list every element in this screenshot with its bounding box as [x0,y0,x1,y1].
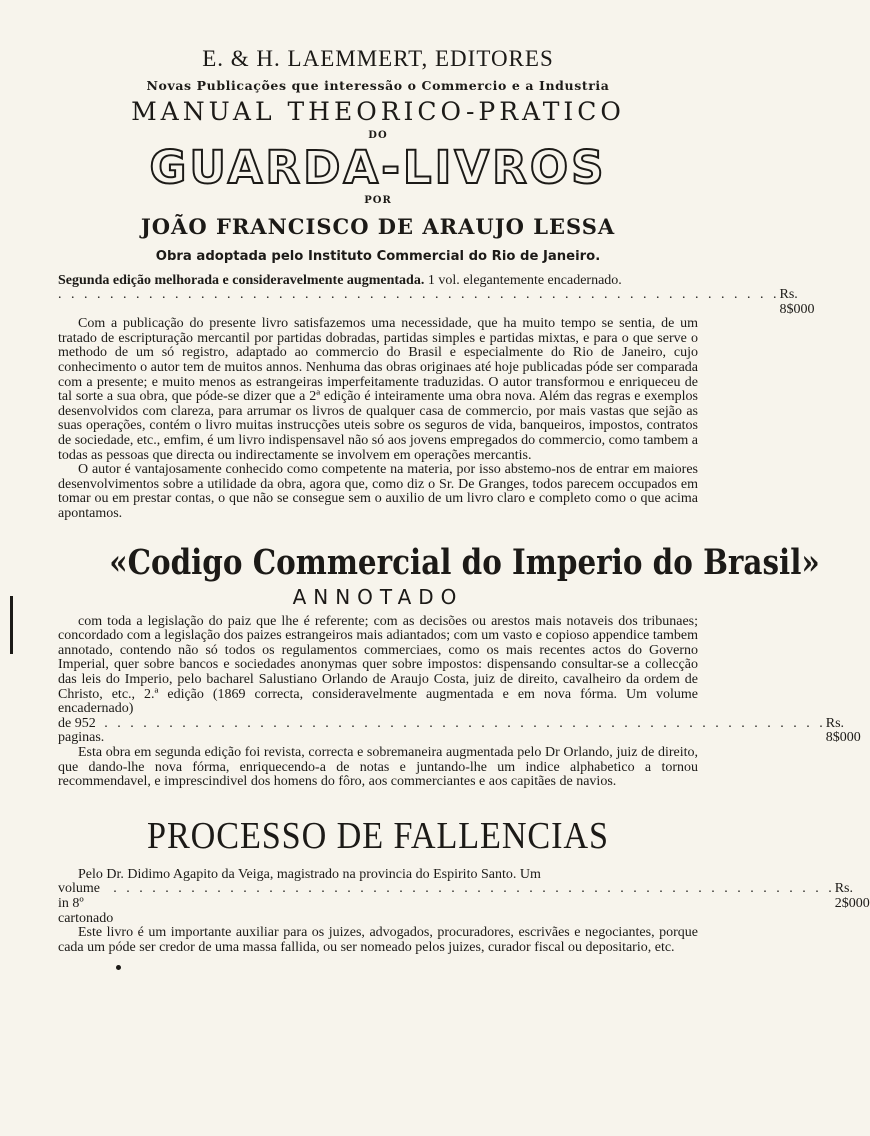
codigo-paragraph-1: com toda a legislação do paiz que lhe é referente; com as decisões ou arestos mais notaveis dos tribunaes; concordado com a legislação dos paizes estrangeiros mais adiantados; com um vasto e copioso appendice tambem annotado, contendo não só todos os regulamentos commerciaes, como os mais recentes actos do Governo Imperial, quer sobre bancos e sociedades anonymas quer sobre impostos: dispensando consultar-se a collecção das leis do Imperio, pelo bacharel Salustiano Orlando de Araujo Costa, juiz de direito, cavalheiro da ordem de Christo, etc., 2.ª edição (1869 correcta, consideravelmente augmentada e em nova fórma. Um volume encadernado) [58,613,698,717]
manual-adopted-note: Obra adoptada pelo Instituto Commercial do Rio de Janeiro. [155,248,601,264]
processo-volume: volume in 8º cartonado [58,881,114,926]
manual-edition-rest: 1 vol. elegantemente encadernado. [424,272,622,288]
manual-edition-line [58,274,698,289]
codigo-annotado: ANNOTADO [292,584,464,609]
codigo-paragraph-2: Esta obra em segunda edição foi revista, correcta e sobremaneira augmentada pelo Dr Orlando, juiz de direito, que dando-lhe nova fórma, enriquecendo-a de notas e juntando-lhe um indice alphabetico a tornou recommendavel, e imprescindivel dos homens do fôro, aos commerciantes e aos capitães de navios. [58,744,698,790]
manual-title: MANUAL THEORICO-PRATICO [131,97,625,126]
processo-price-line [58,881,870,926]
codigo-pages: de 952 paginas. [58,715,105,746]
leader-dots [58,288,780,317]
codigo-price: Rs. 8$000 [825,715,861,746]
leader-dots [104,717,826,746]
publisher-name: E. & H. LAEMMERT, EDITORES [202,46,554,71]
codigo-title: «Codigo Commercial do Imperio do Brasil» [109,541,820,583]
processo-paragraph-1: Pelo Dr. Didimo Agapito da Veiga, magistrado na provincia do Espirito Santo. Um [78,866,541,882]
manual-paragraph-1: Com a publicação do presente livro satisfazemos uma necessidade, que ha muito tempo se sentia, de um tratado de escripturação mercantil por partidas dobradas, partidas simples e partidas mixtas, e para o que serve o methodo de um só registro, adaptado ao commercio do Brasil e especialmente do Rio de Janeiro, cujo conhecimento o autor tem de muitos annos. Nenhuma das obras originaes até hoje publicadas póde ser comparada com a presente; e muito menos as estrangeiras imperfeitamente traduzidas. O autor transformou e enriqueceu de tal sorte a sua obra, que póde-se dizer que a 2ª edição é inteiramente uma obra nova. Além das regras e exemplos desenvolvidos com clareza, para arrumar os livros de qualquer casa de commercio, por mais vastas que sejão as suas operações, contém o livro muitas instrucções uteis sobre os seguros de vida, banqueiros, impostos, contratos de sociedade, etc., emfim, é um livro indispensavel não só aos jovens empregados do commercio, como tambem a todas as pessoas que directa ou indirectamente se involvem em operações mercantis. [58,316,698,463]
processo-title: PROCESSO DE FALLENCIAS [147,814,609,857]
ink-dot [116,965,121,970]
advertisement-page [58,46,870,955]
publisher-tagline: Novas Publicações que interessão o Commercio e a Industria [146,78,610,93]
margin-ink-mark [10,596,13,654]
manual-paragraph-2: O autor é vantajosamente conhecido como competente na materia, por isso abstemo-nos de entrar em maiores desenvolvimentos sobre a utilidade da obra, agora que, como diz o Sr. De Granges, todos parecem occupados em tomar ou em prestar contas, o que não se consegue sem o auxilio de um livro claro e completo como o que acima apontamos. [58,462,698,521]
manual-subject-title: GUARDA-LIVROS [149,141,607,194]
processo-paragraph-2: Este livro é um importante auxiliar para os juizes, advogados, procuradores, escrivães e negociantes, porque cada um póde ser credor de uma massa fallida, ou ser nomeado pelos juizes, curador fiscal ou depositario, etc. [58,925,698,955]
manual-do: DO [368,130,388,141]
manual-price-line [58,287,815,317]
manual-por: POR [364,194,392,206]
codigo-price-line [58,715,861,746]
leader-dots [113,882,835,926]
processo-price: Rs. 2$000 [834,881,870,911]
manual-author: JOÃO FRANCISCO DE ARAUJO LESSA [140,213,616,239]
manual-price: Rs. 8$000 [779,287,815,317]
manual-edition-bold: Segunda edição melhorada e consideravelmente augmentada. [58,272,425,288]
